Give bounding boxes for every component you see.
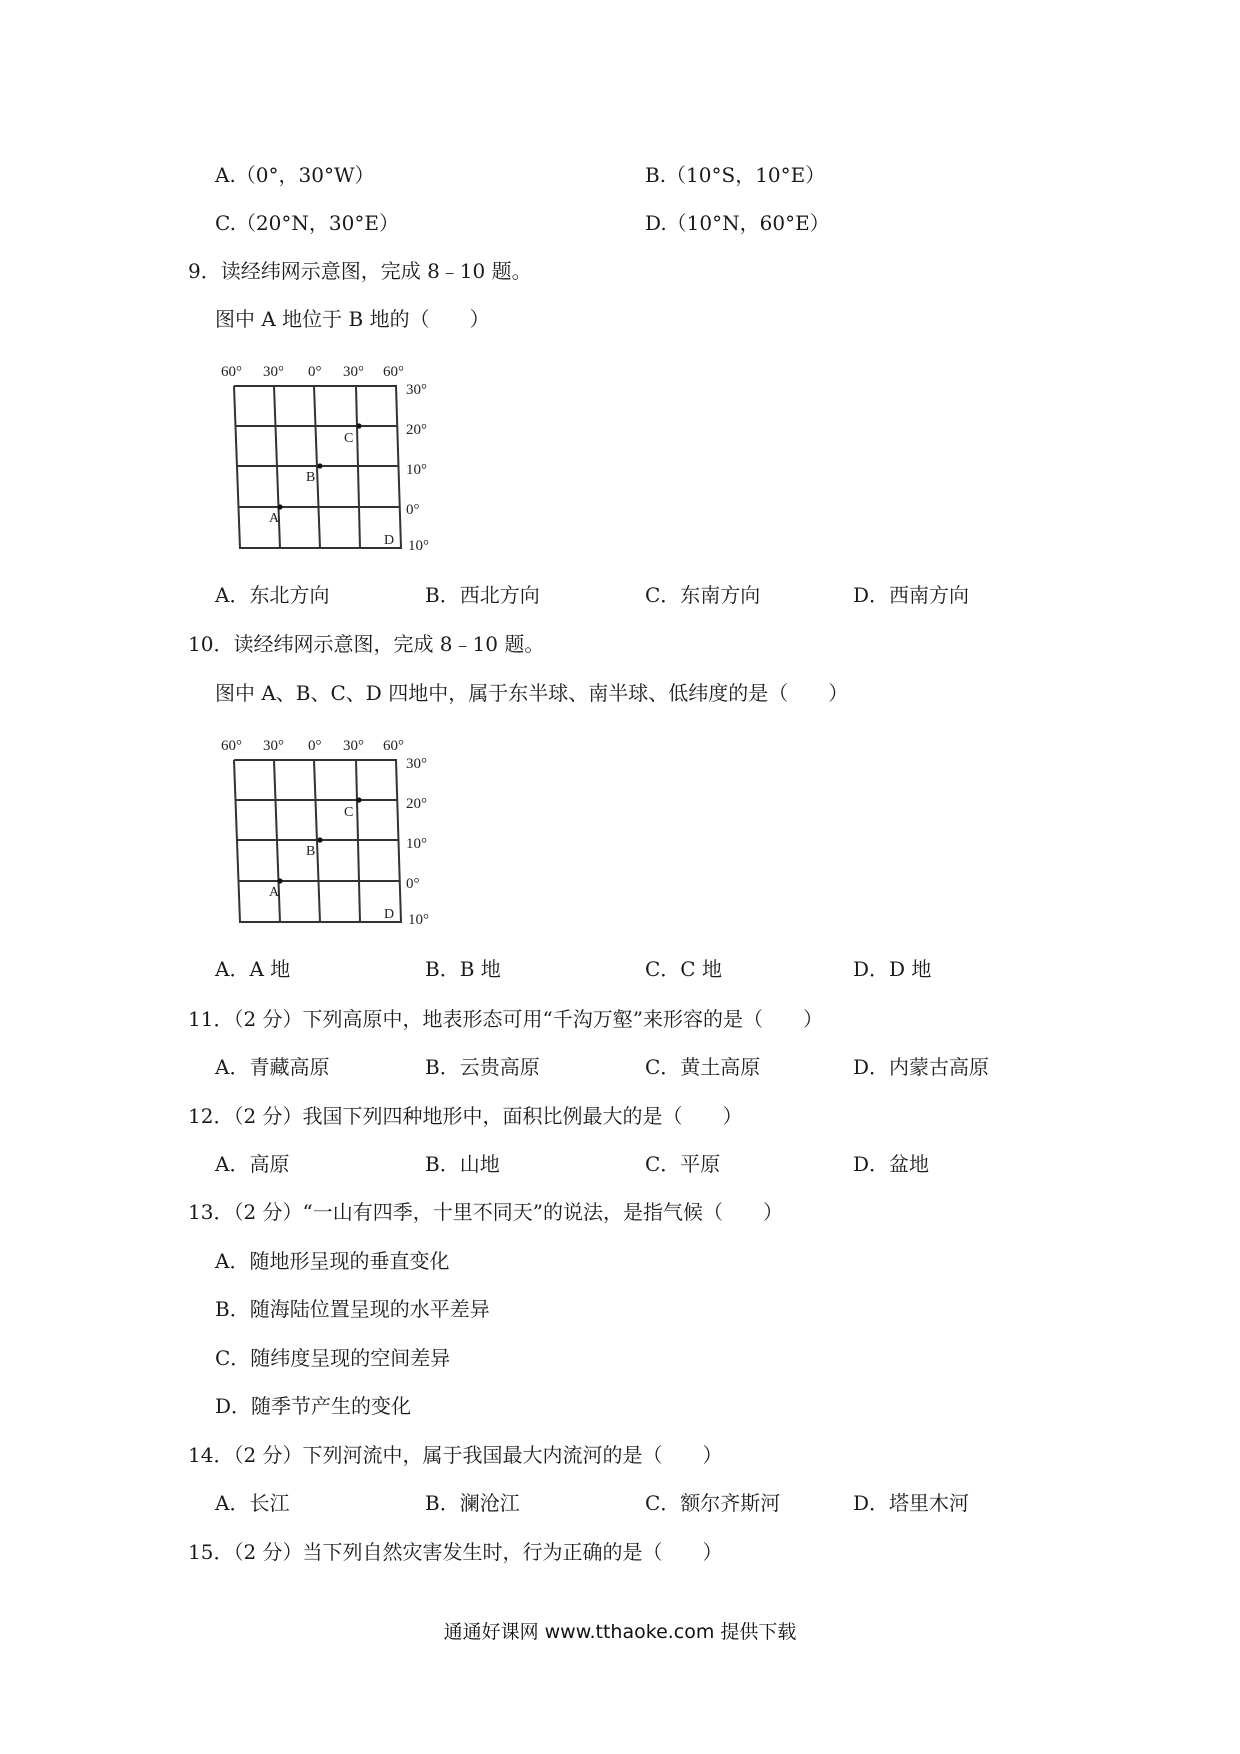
q13-option-b: B．随海陆位置呈现的水平差异 <box>215 1297 490 1321</box>
q9-graticule-map <box>218 356 448 558</box>
lon-label: 60° <box>383 738 404 754</box>
point-d-label: D <box>384 907 395 922</box>
q10-graticule-map <box>218 730 448 932</box>
lat-label: 0° <box>406 876 420 892</box>
q8-option-c: C.（20°N，30°E） <box>215 211 399 235</box>
q9-option-a: A．东北方向 <box>215 583 330 607</box>
lon-label: 60° <box>221 738 242 754</box>
point-b-dot <box>317 463 322 468</box>
lon-label: 0° <box>308 738 322 754</box>
q9-option-c: C．东南方向 <box>645 583 761 607</box>
point-a-dot <box>277 504 282 509</box>
q10-option-a: A．A 地 <box>215 957 291 981</box>
q11-option-a: A．青藏高原 <box>215 1055 330 1079</box>
lon-label: 0° <box>308 364 322 380</box>
q10-subquestion: 图中 A、B、C、D 四地中，属于东半球、南半球、低纬度的是（ ） <box>215 681 849 705</box>
point-c-dot <box>356 797 361 802</box>
lat-label: 30° <box>406 756 427 772</box>
lat-label: 10° <box>406 836 427 852</box>
q13-stem: 13．（2 分）“一山有四季，十里不同天”的说法，是指气候（ ） <box>188 1200 783 1224</box>
grid-lines <box>234 386 401 548</box>
q12-option-b: B．山地 <box>425 1152 500 1176</box>
point-d-label: D <box>384 533 395 548</box>
point-a-label: A <box>269 511 280 526</box>
lon-label: 30° <box>263 738 284 754</box>
q9-option-b: B．西北方向 <box>425 583 540 607</box>
lat-label: 30° <box>406 382 427 398</box>
lat-label: 0° <box>406 502 420 518</box>
lon-labels <box>221 364 404 380</box>
point-b-label: B <box>306 470 316 485</box>
q9-option-d: D．西南方向 <box>853 583 970 607</box>
lon-label: 30° <box>263 364 284 380</box>
q11-option-d: D．内蒙古高原 <box>853 1055 990 1079</box>
q12-option-a: A．高原 <box>215 1152 290 1176</box>
q8-option-b: B.（10°S，10°E） <box>645 163 826 187</box>
page-footer: 通通好课网 www.tthaoke.com 提供下载 <box>443 1621 797 1643</box>
q14-option-d: D．塔里木河 <box>853 1491 970 1515</box>
grid-lines <box>234 760 401 922</box>
lat-labels <box>406 756 429 928</box>
q13-option-a: A．随地形呈现的垂直变化 <box>215 1249 450 1273</box>
q15-stem: 15．（2 分）当下列自然灾害发生时，行为正确的是（ ） <box>188 1540 723 1564</box>
lat-label: 10° <box>408 912 429 928</box>
q12-option-c: C．平原 <box>645 1152 721 1176</box>
q11-option-c: C．黄土高原 <box>645 1055 761 1079</box>
point-a-dot <box>277 878 282 883</box>
q14-option-a: A．长江 <box>215 1491 290 1515</box>
lat-labels <box>406 382 429 554</box>
q8-option-a: A.（0°，30°W） <box>215 163 375 187</box>
lon-label: 30° <box>343 738 364 754</box>
q9-subquestion: 图中 A 地位于 B 地的（ ） <box>215 307 490 331</box>
q9-stem: 9．读经纬网示意图，完成 8﹣10 题。 <box>188 259 532 283</box>
q12-option-d: D．盆地 <box>853 1152 930 1176</box>
q10-option-b: B．B 地 <box>425 957 501 981</box>
point-markers <box>269 423 394 548</box>
lon-labels <box>221 738 404 754</box>
q11-stem: 11．（2 分）下列高原中，地表形态可用“千沟万壑”来形容的是（ ） <box>188 1007 823 1031</box>
q14-option-c: C．额尔齐斯河 <box>645 1491 781 1515</box>
lon-label: 60° <box>221 364 242 380</box>
point-c-dot <box>356 423 361 428</box>
q10-option-d: D．D 地 <box>853 957 932 981</box>
q14-stem: 14．（2 分）下列河流中，属于我国最大内流河的是（ ） <box>188 1443 723 1467</box>
lon-label: 30° <box>343 364 364 380</box>
point-c-label: C <box>344 805 354 820</box>
point-b-label: B <box>306 844 316 859</box>
lat-label: 10° <box>408 538 429 554</box>
q13-option-c: C．随纬度呈现的空间差异 <box>215 1346 451 1370</box>
point-a-label: A <box>269 885 280 900</box>
q10-stem: 10．读经纬网示意图，完成 8﹣10 题。 <box>188 632 545 656</box>
lon-label: 60° <box>383 364 404 380</box>
q14-option-b: B．澜沧江 <box>425 1491 520 1515</box>
point-markers <box>269 797 394 922</box>
q8-option-d: D.（10°N，60°E） <box>645 211 830 235</box>
lat-label: 10° <box>406 462 427 478</box>
q13-option-d: D．随季节产生的变化 <box>215 1394 412 1418</box>
lat-label: 20° <box>406 796 427 812</box>
q10-option-c: C．C 地 <box>645 957 722 981</box>
q12-stem: 12．（2 分）我国下列四种地形中，面积比例最大的是（ ） <box>188 1104 743 1128</box>
point-b-dot <box>317 837 322 842</box>
lat-label: 20° <box>406 422 427 438</box>
point-c-label: C <box>344 431 354 446</box>
q11-option-b: B．云贵高原 <box>425 1055 540 1079</box>
